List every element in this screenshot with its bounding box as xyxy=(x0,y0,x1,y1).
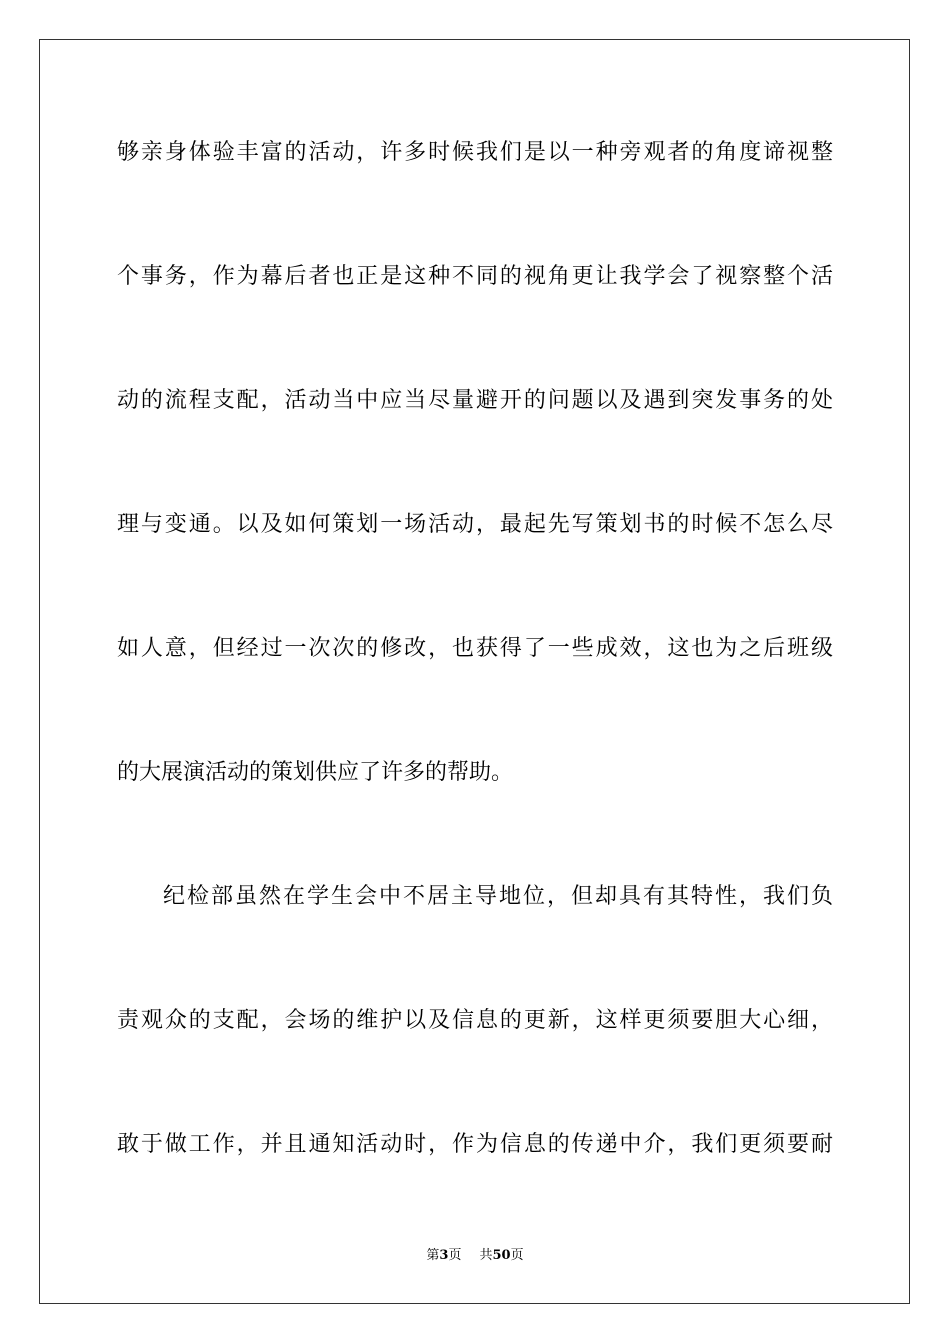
footer-page-number: 3 xyxy=(439,1248,449,1263)
footer-total-suffix: 页 xyxy=(510,1248,524,1263)
footer-total-pages: 50 xyxy=(492,1248,511,1263)
footer-page-prefix: 第 xyxy=(426,1248,440,1263)
body-line-5: 如人意，但经过一次次的修改，也获得了一些成效，这也为之后班级 xyxy=(117,636,833,661)
body-line-8: 责观众的支配，会场的维护以及信息的更新，这样更须要胆大心细， xyxy=(117,1008,833,1033)
body-line-4: 理与变通。以及如何策划一场活动，最起先写策划书的时候不怎么尽 xyxy=(117,512,833,537)
page-footer xyxy=(0,1247,950,1265)
body-line-6: 的大展演活动的策划供应了许多的帮助。 xyxy=(117,760,514,785)
body-line-1: 够亲身体验丰富的活动，许多时候我们是以一种旁观者的角度谛视整 xyxy=(117,140,833,165)
body-line-2: 个事务，作为幕后者也正是这种不同的视角更让我学会了视察整个活 xyxy=(117,264,833,289)
body-line-7: 纪检部虽然在学生会中不居主导地位，但却具有其特性，我们负 xyxy=(163,884,833,909)
page-border xyxy=(39,39,910,1304)
body-line-3: 动的流程支配，活动当中应当尽量避开的问题以及遇到突发事务的处 xyxy=(117,388,833,413)
body-line-9: 敢于做工作，并且通知活动时，作为信息的传递中介，我们更须要耐 xyxy=(117,1132,833,1157)
footer-total-prefix: 共 xyxy=(479,1248,493,1263)
footer-page-suffix: 页 xyxy=(448,1248,462,1263)
